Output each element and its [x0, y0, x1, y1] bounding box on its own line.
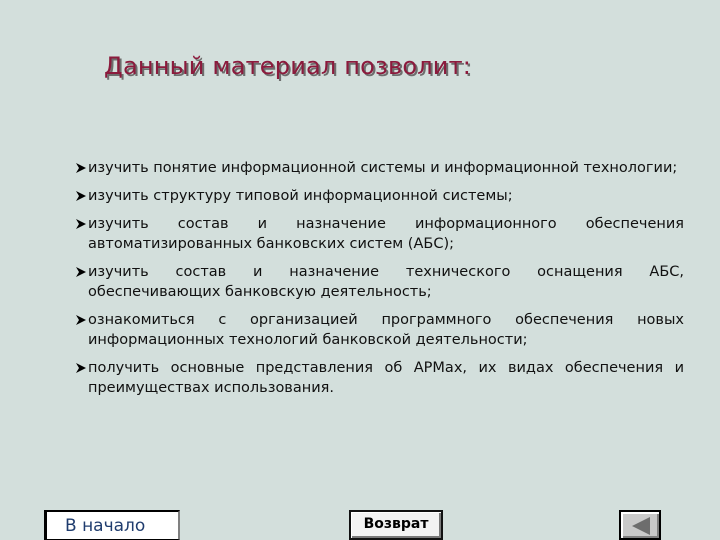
arrowhead-bullet-icon	[75, 314, 87, 326]
list-item	[76, 310, 684, 350]
arrowhead-bullet-icon	[75, 362, 87, 374]
list-item-text: изучить понятие информационной системы и информационной технологии;	[88, 160, 678, 176]
arrowhead-bullet-icon	[75, 266, 87, 278]
list-item	[76, 358, 684, 398]
start-button-label: В начало	[65, 516, 146, 536]
arrowhead-bullet-icon	[75, 190, 87, 202]
previous-slide-button[interactable]	[619, 510, 661, 540]
arrowhead-bullet-icon	[75, 162, 87, 174]
back-button[interactable]	[349, 510, 443, 540]
start-button[interactable]	[44, 510, 180, 540]
list-item	[76, 186, 684, 206]
list-item-text: изучить состав и назначение технического оснащения АБС, обеспечивающих банковскую деятельность;	[88, 264, 684, 300]
list-item-text: изучить состав и назначение информационного обеспечения автоматизированных банковских систем (АБС);	[88, 216, 684, 252]
list-item	[76, 262, 684, 302]
triangle-left-icon	[630, 516, 652, 536]
slide-title: Данный материал позволит:	[104, 52, 472, 80]
back-button-label: Возврат	[363, 516, 429, 532]
list-item	[76, 158, 684, 178]
list-item-text: ознакомиться с организацией программного обеспечения новых информационных технологий банковской деятельности;	[88, 312, 684, 348]
objectives-list	[76, 158, 684, 406]
list-item-text: получить основные представления об АРМах, их видах обеспечения и преимуществах использования.	[88, 360, 684, 396]
arrowhead-bullet-icon	[75, 218, 87, 230]
list-item-text: изучить структуру типовой информационной системы;	[88, 188, 513, 204]
list-item	[76, 214, 684, 254]
